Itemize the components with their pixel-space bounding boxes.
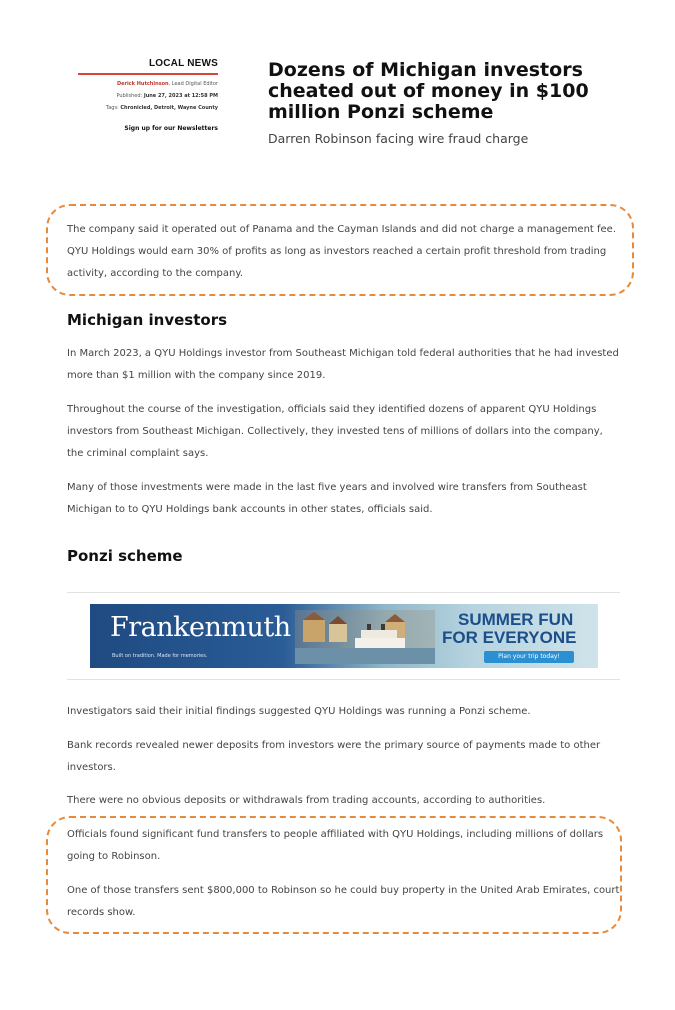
article-meta-sidebar [78,58,218,132]
paragraph: There were no obvious deposits or withdrawals from trading accounts, according to authorities. [67,795,546,806]
article-tags [78,105,218,112]
intro-paragraph: The company said it operated out of Panama and the Cayman Islands and did not charge a management fee. QYU Holdings would earn 30% of profits as long as investors reached a certain profit threshold from trading activity, according to the company. [67,224,617,279]
published-value: June 27, 2023 at 12:58 PM [143,93,218,99]
paragraph: Throughout the course of the investigation, officials said they identified dozens of apparent QYU Holdings investors from Southeast Michigan. Collectively, they invested tens of millions of dollars into the company, the criminal complaint says. [67,404,603,459]
ad-headline-line1: SUMMER FUN [458,610,574,629]
ad-cta-button[interactable]: Plan your trip today! [484,651,574,663]
byline [78,81,218,88]
tags-value[interactable]: Chronicled, Detroit, Wayne County [120,105,218,111]
paragraph: Many of those investments were made in the last five years and involved wire transfers from Southeast Michigan to to QYU Holdings bank accounts in other states, officials said. [67,482,587,515]
ad-top-divider [67,592,620,593]
section-label[interactable]: LOCAL NEWS [148,58,218,69]
article-headline: Dozens of Michigan investors cheated out of money in $100 million Ponzi scheme [268,59,589,123]
section-heading-ponzi-scheme: Ponzi scheme [67,547,183,565]
advertisement-banner[interactable] [90,604,598,668]
paragraph: One of those transfers sent $800,000 to Robinson so he could buy property in the United Arab Emirates, court records show. [67,885,620,918]
author-link[interactable]: Derick Hutchinson [116,81,169,87]
paragraph: In March 2023, a QYU Holdings investor from Southeast Michigan told federal authorities that he had invested more than $1 million with the company since 2019. [67,348,619,381]
riverboat-scene-image [295,610,435,664]
ad-headline-line2: FOR EVERYONE [442,628,577,647]
section-divider [78,73,218,75]
paragraph: Officials found significant fund transfers to people affiliated with QYU Holdings, including millions of dollars going to Robinson. [67,829,604,862]
section-heading-michigan-investors: Michigan investors [67,311,228,329]
newsletter-signup-link[interactable]: Sign up for our Newsletters [124,125,218,132]
article-subheadline: Darren Robinson facing wire fraud charge [268,131,529,146]
published-date [78,93,218,100]
paragraph: Bank records revealed newer deposits from investors were the primary source of payments made to other investors. [67,740,601,773]
ad-brand-logo: Frankenmuth [110,612,291,643]
author-role: , Lead Digital Editor [168,81,218,87]
paragraph: Investigators said their initial findings suggested QYU Holdings was running a Ponzi scheme. [67,706,531,717]
tags-label: Tags: [105,105,119,111]
published-label: Published: [116,93,143,99]
ad-tagline: Built on tradition. Made for memories. [112,653,208,659]
ad-bottom-divider [67,679,620,680]
